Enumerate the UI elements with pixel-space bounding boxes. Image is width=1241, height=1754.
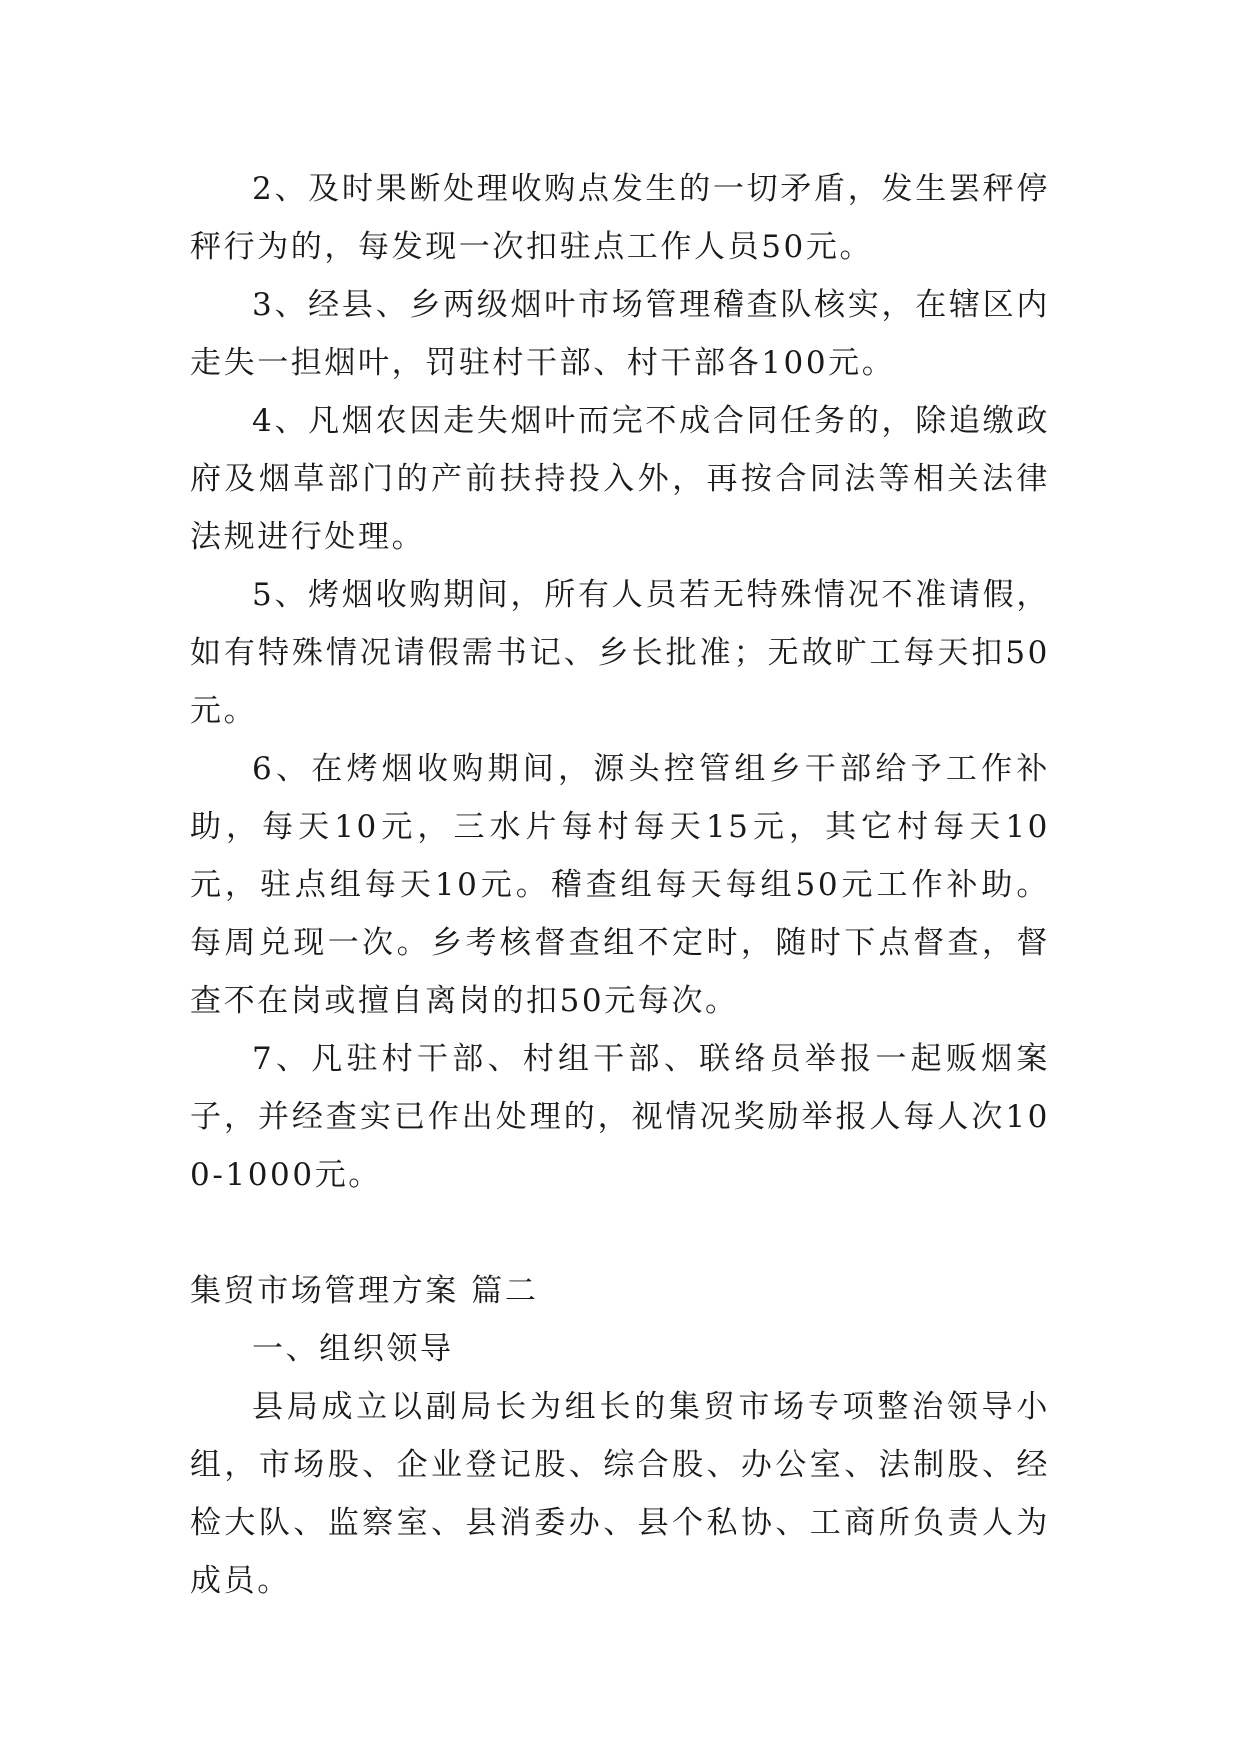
paragraph-item-2: 2、及时果断处理收购点发生的一切矛盾，发生罢秤停秤行为的，每发现一次扣驻点工作人员50元。 [190, 171, 1050, 265]
subsection-title: 一、组织领导 [252, 1331, 454, 1367]
paragraph-item-5: 5、烤烟收购期间，所有人员若无特殊情况不准请假，如有特殊情况请假需书记、乡长批准；无故旷工每天扣50元。 [190, 577, 1050, 729]
section-title: 集贸市场管理方案 篇二 [190, 1273, 539, 1309]
paragraph-item-3: 3、经县、乡两级烟叶市场管理稽查队核实，在辖区内走失一担烟叶，罚驻村干部、村干部各100元。 [190, 287, 1050, 381]
paragraph-item-4: 4、凡烟农因走失烟叶而完不成合同任务的，除追缴政府及烟草部门的产前扶持投入外，再按合同法等相关法律法规进行处理。 [190, 403, 1050, 555]
paragraph-item-7: 7、凡驻村干部、村组干部、联络员举报一起贩烟案子，并经查实已作出处理的，视情况奖励举报人每人次100-1000元。 [190, 1041, 1050, 1193]
document-body [190, 160, 1050, 1610]
paragraph-item-6: 6、在烤烟收购期间，源头控管组乡干部给予工作补助，每天10元，三水片每村每天15元，其它村每天10元，驻点组每天10元。稽查组每天每组50元工作补助。每周兑现一次。乡考核督查组不定时，随时下点督查，督查不在岗或擅自离岗的扣50元每次。 [190, 751, 1050, 1019]
paragraph-organization: 县局成立以副局长为组长的集贸市场专项整治领导小组，市场股、企业登记股、综合股、办公室、法制股、经检大队、监察室、县消委办、县个私协、工商所负责人为成员。 [190, 1389, 1050, 1599]
